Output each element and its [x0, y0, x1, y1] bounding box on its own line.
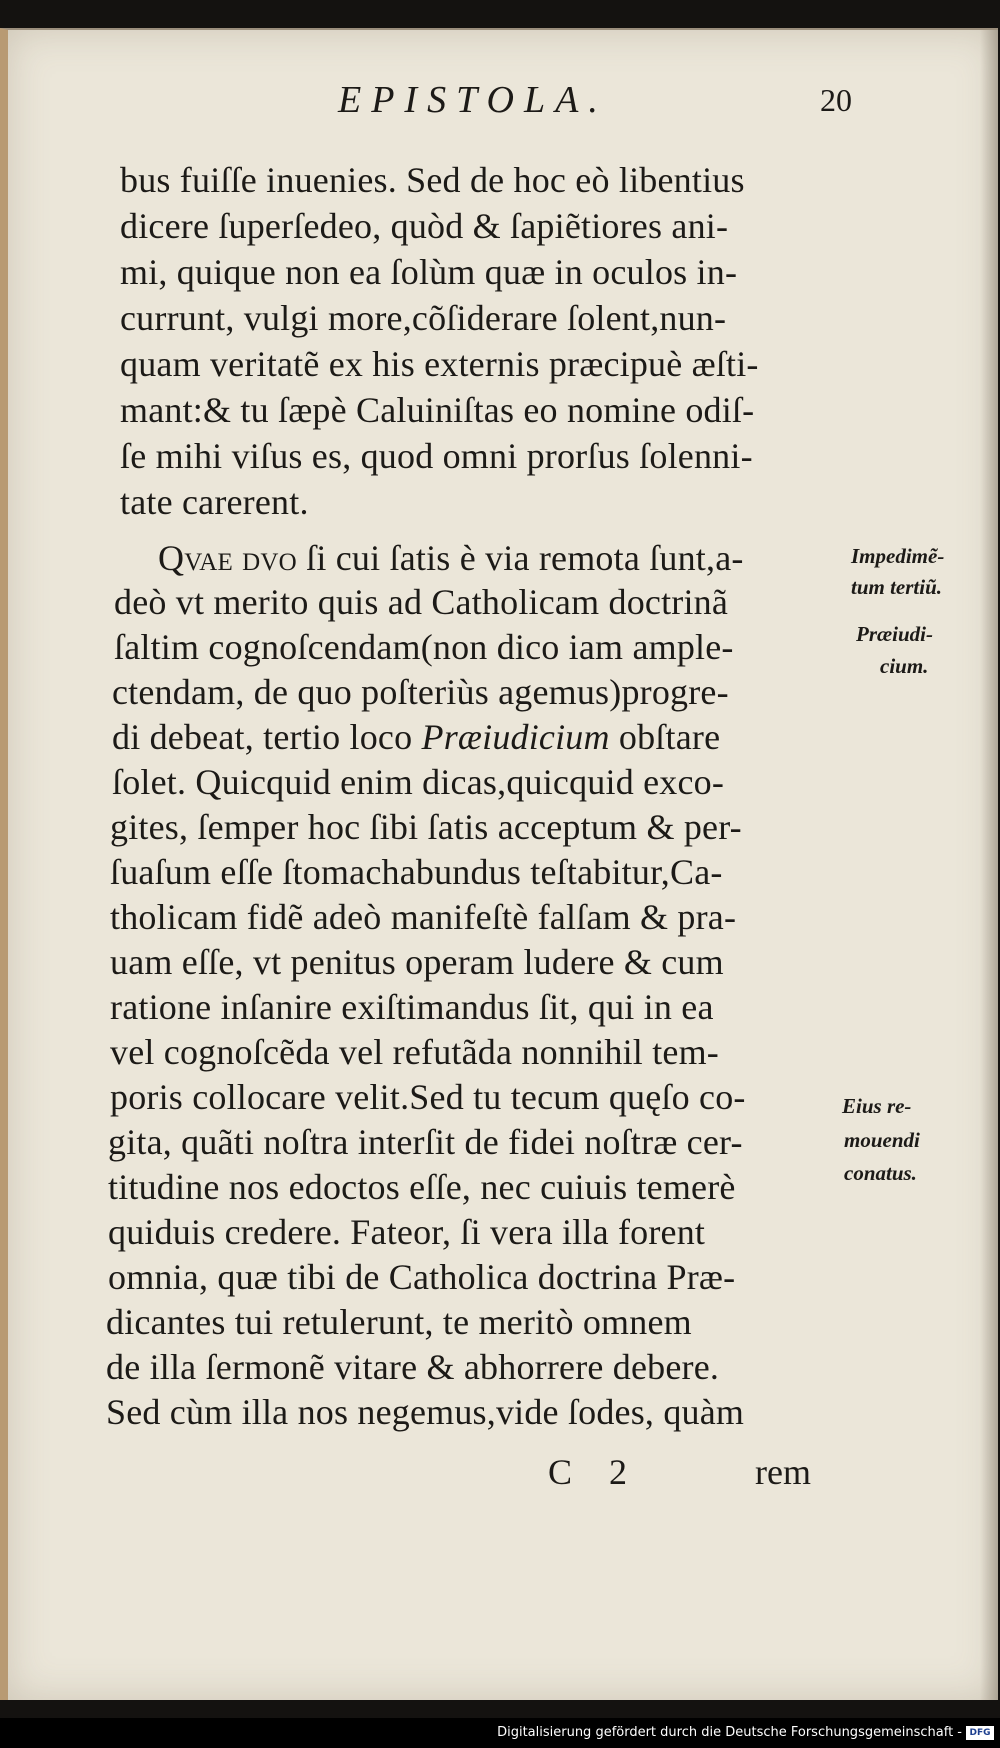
- line-end: obſtare: [609, 717, 721, 757]
- margin-note: Impedimẽ-: [851, 544, 945, 568]
- text-line: poris collocare velit.Sed tu tecum quęſo co-: [110, 1077, 746, 1117]
- text-line: quam veritatẽ ex his externis præcipuè æſti-: [120, 344, 759, 384]
- text-line: tholicam fidẽ adeò manifeſtè falſam & pra-: [110, 897, 737, 937]
- text-line: titudine nos edoctos eſſe, nec cuiuis temerè: [108, 1167, 736, 1207]
- line-start: di debeat, tertio loco: [112, 717, 413, 757]
- text-line: ſolet. Quicquid enim dicas,quicquid exco-: [112, 762, 725, 802]
- text-line: quiduis credere. Fateor, ſi vera illa forent: [108, 1212, 706, 1252]
- italic-term: Præiudicium: [421, 717, 610, 757]
- text-line-with-italic: [112, 717, 720, 757]
- text-line: bus fuiſſe inuenies. Sed de hoc eò libentius: [120, 160, 745, 200]
- digitization-credit-bar: [0, 1718, 1000, 1748]
- text-line: uam eſſe, vt penitus operam ludere & cum: [110, 942, 724, 982]
- text-line: omnia, quæ tibi de Catholica doctrina Præ-: [108, 1257, 736, 1297]
- book-page: [0, 28, 998, 1700]
- text-line: ctendam, de quo poſteriùs agemus)progre-: [112, 672, 729, 712]
- text-line: mi, quique non ea ſolùm quæ in oculos in-: [120, 252, 738, 292]
- opening-line-rest: ſi cui ſatis è via remota ſunt,a-: [296, 538, 744, 578]
- text-line: ſuaſum eſſe ſtomachabundus teſtabitur,Ca-: [110, 852, 723, 892]
- text-line: Sed cùm illa nos negemus,vide ſodes, quàm: [106, 1392, 745, 1432]
- text-line: dicere ſuperſedeo, quòd & ſapiẽtiores ani-: [120, 206, 729, 246]
- text-line: dicantes tui retulerunt, te meritò omnem: [106, 1302, 692, 1342]
- text-line: currunt, vulgi more,cõſiderare ſolent,nun-: [120, 298, 727, 338]
- text-line: vel cognoſcẽda vel refutãda nonnihil tem-: [110, 1032, 719, 1072]
- text-line: de illa ſermonẽ vitare & abhorrere debere.: [106, 1347, 720, 1387]
- margin-note: Præiudi-: [856, 622, 934, 646]
- text-line: ratione inſanire exiſtimandus ſit, qui in ea: [110, 987, 714, 1027]
- text-line: deò vt merito quis ad Catholicam doctrinã: [114, 582, 729, 622]
- dfg-logo: DFG: [966, 1726, 994, 1740]
- signature-mark: C 2: [548, 1452, 642, 1492]
- text-line: gites, ſemper hoc ſibi ſatis acceptum & per-: [110, 807, 742, 847]
- margin-note: cium.: [880, 654, 929, 678]
- margin-note: Eius re-: [842, 1094, 912, 1118]
- text-line: ſe mihi viſus es, quod omni prorſus ſolenni-: [120, 436, 753, 476]
- small-caps-opening: Qvae dvo: [158, 538, 297, 578]
- running-title: EPISTOLA.: [338, 79, 608, 121]
- margin-note: tum tertiũ.: [851, 575, 943, 599]
- text-line: ſaltim cognoſcendam(non dico iam ample-: [114, 627, 734, 667]
- page-number: 20: [820, 82, 852, 118]
- catchword: rem: [755, 1452, 811, 1492]
- text-line: gita, quãti noſtra interſit de fidei noſtræ cer-: [108, 1122, 743, 1162]
- margin-note: conatus.: [844, 1161, 917, 1185]
- paragraph-opening-line: [158, 538, 744, 578]
- text-line: tate carerent.: [120, 482, 309, 522]
- credit-text: Digitalisierung gefördert durch die Deutsche Forschungsgemeinschaft -: [497, 1725, 962, 1740]
- text-line: mant:& tu ſæpè Caluiniſtas eo nomine odiſ-: [120, 390, 755, 430]
- margin-note: mouendi: [844, 1128, 920, 1152]
